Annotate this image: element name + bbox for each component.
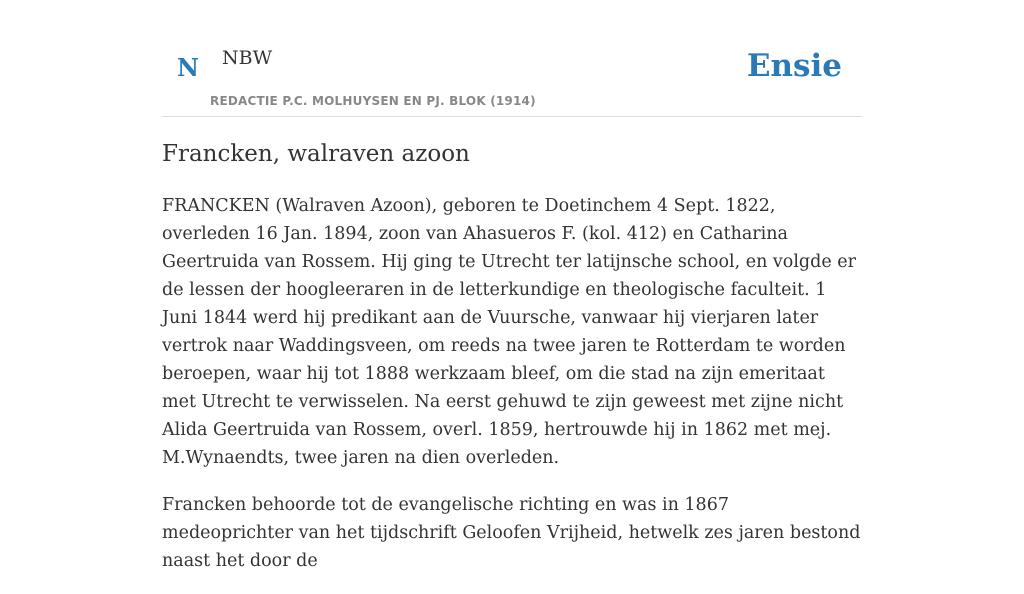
article-paragraph: Francken behoorde tot de evangelische richting en was in 1867 medeoprichter van het tijdschrift Geloofen Vrijheid, hetwelk zes jaren bestond naast het door de	[162, 495, 861, 571]
site-header	[162, 0, 862, 117]
source-title[interactable]: NBW	[222, 47, 273, 69]
article-paragraph: FRANCKEN (Walraven Azoon), geboren te Doetinchem 4 Sept. 1822, overleden 16 Jan. 1894, zoon van Ahasueros F. (kol. 412) en Catharina Geertruida van Rossem. Hij ging te Utrecht ter latijnsche school, en volgde er de lessen der hoogleeraren in de letterkundige en theologische faculteit. 1 Juni 1844 werd hij predikant aan de Vuursche, vanwaar hij vierjaren later vertrok naar Waddingsveen, om reeds na twee jaren te Rotterdam te worden beroepen, waar hij tot 1888 werkzaam bleef, om die stad na zijn emeritaat met Utrecht te verwisselen. Na eerst gehuwd te zijn geweest met zijne nicht Alida Geertruida van Rossem, overl. 1859, hertrouwde hij in 1862 met mej. M.Wynaendts, twee jaren na dien overleden.	[162, 196, 856, 468]
page-title: Francken, walraven azoon	[162, 141, 470, 167]
source-logo-icon: N	[177, 53, 199, 82]
brand-logo[interactable]: Ensie	[746, 48, 842, 84]
article-body	[162, 192, 862, 594]
source-subtitle: REDACTIE P.C. MOLHUYSEN EN PJ. BLOK (1914)	[210, 94, 536, 108]
